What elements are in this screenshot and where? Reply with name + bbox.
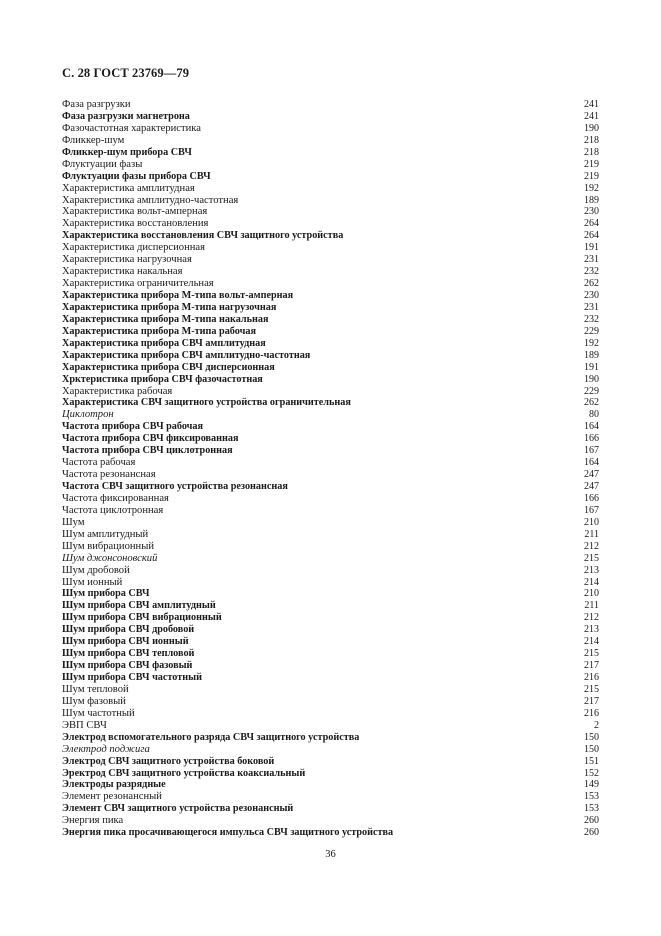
index-entry (62, 469, 599, 481)
index-page-ref: 214 (584, 576, 599, 588)
index-entry (62, 708, 599, 720)
index-term: Фаза разгрузки магнетрона (62, 110, 190, 122)
index-entry (62, 147, 599, 159)
index-page-ref: 264 (584, 230, 599, 242)
index-page-ref: 230 (584, 206, 599, 218)
index-entry (62, 529, 599, 541)
index-term: Частота прибора СВЧ циклотронная (62, 445, 233, 457)
index-term: Фазочастотная характеристика (62, 122, 201, 134)
index-entry (62, 660, 599, 672)
index-term: Частота резонансная (62, 469, 156, 481)
index-term: Характеристика прибора СВЧ дисперсионная (62, 361, 275, 373)
index-page-ref: 216 (584, 707, 599, 719)
index-page-ref: 150 (584, 743, 599, 755)
index-term: Характеристика амплитудно-частотная (62, 194, 239, 206)
index-page-ref: 213 (584, 624, 599, 636)
index-page-ref: 189 (584, 349, 599, 361)
index-page-ref: 216 (584, 672, 599, 683)
index-page-ref: 232 (584, 313, 599, 325)
index-term: Электроды разрядные (62, 779, 166, 791)
index-page-ref: 219 (584, 158, 599, 170)
index-page-ref: 153 (584, 791, 599, 803)
index-page-ref: 210 (584, 516, 599, 528)
index-term: Шум фазовый (62, 695, 126, 707)
index-term: Шум (62, 516, 85, 528)
index-term: Характеристика прибора СВЧ амплитудная (62, 337, 266, 349)
index-entry (62, 123, 599, 135)
index-entry (62, 433, 599, 445)
index-page-ref: 149 (584, 779, 599, 791)
index-page-ref: 212 (584, 612, 599, 624)
index-page-ref: 262 (584, 397, 599, 409)
page-header: С. 28 ГОСТ 23769—79 (62, 66, 190, 80)
index-entry (62, 195, 599, 207)
index-page-ref: 229 (584, 385, 599, 397)
index-entry (62, 600, 599, 612)
index-page-ref: 212 (584, 540, 599, 552)
index-term: Шум тепловой (62, 683, 129, 695)
index-term: Характеристика прибора М-типа рабочая (62, 325, 256, 337)
index-entry (62, 314, 599, 326)
index-entry (62, 242, 599, 254)
index-entry (62, 541, 599, 553)
index-term: Частота рабочая (62, 457, 136, 469)
index-term: Электрод вспомогательного разряда СВЧ защитного устройства (62, 731, 360, 743)
index-term: Эректрод СВЧ защитного устройства коаксиальный (62, 767, 306, 779)
index-page-ref: 215 (584, 552, 599, 564)
index-term: Элемент СВЧ защитного устройства резонансный (62, 803, 294, 815)
index-entry (62, 302, 599, 314)
index-page-ref: 192 (584, 337, 599, 349)
index-entry (62, 254, 599, 266)
index-entry (62, 684, 599, 696)
index-term: Характеристика прибора М-типа вольт-амперная (62, 290, 294, 301)
index-term: Характеристика прибора М-типа накальная (62, 313, 269, 325)
index-term: Характеристика вольт-амперная (62, 206, 208, 218)
index-entry (62, 362, 599, 374)
index-entry (62, 493, 599, 505)
index-term: Характеристика прибора СВЧ амплитудно-частотная (62, 349, 311, 361)
index-entry (62, 612, 599, 624)
index-page-ref: 217 (584, 695, 599, 707)
index-term: Фликкер-шум прибора СВЧ (62, 146, 192, 158)
index-entry (62, 159, 599, 171)
index-entry (62, 696, 599, 708)
index-page-ref: 219 (584, 170, 599, 182)
index-entry (62, 171, 599, 183)
index-entry (62, 553, 599, 565)
index-page-ref: 166 (584, 492, 599, 504)
index-entry (62, 183, 599, 195)
index-page-ref: 229 (584, 325, 599, 337)
index-term: Фаза разгрузки (62, 99, 131, 110)
index-entry (62, 588, 599, 600)
index-term: Характеристика нагрузочная (62, 254, 192, 266)
index-page-ref: 241 (584, 99, 599, 110)
index-entry (62, 338, 599, 350)
index-term: Шум амплитудный (62, 528, 149, 540)
index-entry (62, 815, 599, 827)
index-term: Характеристика восстановления (62, 218, 209, 230)
index-page-ref: 164 (584, 421, 599, 433)
index-term: Шум прибора СВЧ тепловой (62, 648, 195, 660)
index-term: Частота фиксированная (62, 492, 169, 504)
index-page-ref: 211 (584, 600, 599, 612)
index-term: Характеристика дисперсионная (62, 242, 206, 254)
index-entry (62, 756, 599, 768)
index-term: Характеристика восстановления СВЧ защитного устройства (62, 230, 344, 242)
index-page-ref: 150 (584, 731, 599, 743)
index-entry (62, 577, 599, 589)
index-term: Частота прибора СВЧ рабочая (62, 421, 204, 433)
index-entry (62, 827, 599, 839)
index-page-ref: 151 (584, 755, 599, 767)
index-term: Фликкер-шум (62, 134, 125, 146)
index-page-ref: 260 (584, 827, 599, 839)
index-term: Хрктеристика прибора СВЧ фазочастотная (62, 373, 263, 385)
index-page-ref: 262 (584, 278, 599, 290)
index-entry (62, 278, 599, 290)
index-term: Характеристика рабочая (62, 385, 173, 397)
index-page-ref: 213 (584, 564, 599, 576)
index-entry (62, 517, 599, 529)
index-entry (62, 505, 599, 517)
index-term: Шум вибрационный (62, 540, 155, 552)
index-page-ref: 80 (589, 409, 599, 421)
index-entry (62, 648, 599, 660)
index-entry (62, 135, 599, 147)
index-entry (62, 218, 599, 230)
index-entry (62, 565, 599, 577)
index-entry (62, 481, 599, 493)
index-entry (62, 636, 599, 648)
index-term: Флуктуации фазы (62, 158, 143, 170)
index-term: Частота прибора СВЧ фиксированная (62, 433, 239, 445)
index-page-ref: 217 (584, 660, 599, 672)
index-page-ref: 264 (584, 218, 599, 230)
index-entry (62, 99, 599, 111)
page-number: 36 (325, 849, 336, 860)
term-index-list (62, 99, 599, 839)
index-term: Характеристика накальная (62, 266, 183, 278)
index-term: Шум прибора СВЧ ионный (62, 636, 189, 648)
index-term: Элемент резонансный (62, 791, 162, 803)
index-term: Энергия пика (62, 815, 124, 827)
index-term: Электрод СВЧ защитного устройства боковой (62, 755, 275, 767)
index-page-ref: 2 (594, 719, 599, 731)
index-entry (62, 768, 599, 780)
index-entry (62, 445, 599, 457)
index-entry (62, 230, 599, 242)
index-page-ref: 164 (584, 457, 599, 469)
index-entry (62, 326, 599, 338)
index-entry (62, 803, 599, 815)
index-term: Шум прибора СВЧ дробовой (62, 624, 195, 636)
index-term: Шум прибора СВЧ (62, 588, 150, 600)
index-term: Электрод поджига (62, 743, 150, 755)
index-entry (62, 374, 599, 386)
index-term: Шум прибора СВЧ фазовый (62, 660, 193, 672)
index-term: Шум прибора СВЧ частотный (62, 672, 202, 683)
index-entry (62, 206, 599, 218)
index-entry (62, 266, 599, 278)
index-entry (62, 397, 599, 409)
index-term: Характеристика СВЧ защитного устройства ограничительная (62, 397, 351, 409)
index-page-ref: 167 (584, 445, 599, 457)
index-page-ref: 210 (584, 588, 599, 600)
index-page-ref: 231 (584, 254, 599, 266)
index-page-ref: 230 (584, 290, 599, 301)
index-entry (62, 350, 599, 362)
index-entry (62, 386, 599, 398)
index-term: Шум дробовой (62, 564, 130, 576)
index-entry (62, 111, 599, 123)
index-term: Шум прибора СВЧ амплитудный (62, 600, 216, 612)
index-page-ref: 211 (584, 528, 599, 540)
index-term: Энергия пика просачивающегося импульса СВЧ защитного устройства (62, 827, 394, 839)
index-entry (62, 732, 599, 744)
index-page-ref: 218 (584, 134, 599, 146)
index-page-ref: 215 (584, 683, 599, 695)
index-page-ref: 152 (584, 767, 599, 779)
index-page-ref: 247 (584, 481, 599, 492)
index-entry (62, 672, 599, 684)
index-entry (62, 624, 599, 636)
index-page-ref: 215 (584, 648, 599, 660)
index-page-ref: 189 (584, 194, 599, 206)
index-entry (62, 457, 599, 469)
index-entry (62, 779, 599, 791)
index-entry (62, 409, 599, 421)
index-page-ref: 247 (584, 469, 599, 481)
index-page-ref: 192 (584, 182, 599, 194)
index-term: Циклотрон (62, 409, 114, 421)
index-page-ref: 191 (584, 361, 599, 373)
index-entry (62, 290, 599, 302)
index-page-ref: 166 (584, 433, 599, 445)
index-entry (62, 744, 599, 756)
index-term: Характеристика амплитудная (62, 182, 195, 194)
index-term: Частота циклотронная (62, 504, 164, 516)
index-term: Шум прибора СВЧ вибрационный (62, 612, 222, 624)
index-page-ref: 232 (584, 266, 599, 278)
index-entry (62, 720, 599, 732)
index-term: Шум джонсоновский (62, 552, 158, 564)
index-term: Частота СВЧ защитного устройства резонансная (62, 481, 288, 492)
index-page-ref: 214 (584, 636, 599, 648)
index-term: Шум частотный (62, 707, 135, 719)
index-page-ref: 190 (584, 373, 599, 385)
index-page-ref: 153 (584, 803, 599, 815)
index-page-ref: 167 (584, 504, 599, 516)
index-term: Шум ионный (62, 576, 123, 588)
index-page-ref: 190 (584, 122, 599, 134)
index-page-ref: 241 (584, 110, 599, 122)
index-page-ref: 231 (584, 301, 599, 313)
index-entry (62, 791, 599, 803)
index-entry (62, 421, 599, 433)
index-term: Характеристика ограничительная (62, 278, 214, 290)
index-term: ЭВП СВЧ (62, 719, 107, 731)
index-term: Флуктуации фазы прибора СВЧ (62, 170, 211, 182)
index-page-ref: 218 (584, 146, 599, 158)
index-page-ref: 191 (584, 242, 599, 254)
index-term: Характеристика прибора М-типа нагрузочная (62, 301, 277, 313)
index-page-ref: 260 (584, 815, 599, 827)
